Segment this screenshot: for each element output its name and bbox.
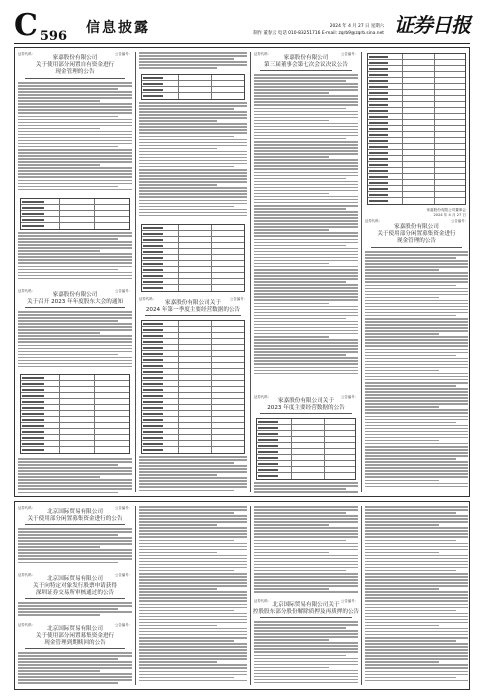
signoff bbox=[426, 208, 466, 217]
stock-code-line: 证券代码： 公告编号： bbox=[18, 52, 132, 56]
notice-company: 家嘉股份有限公司 bbox=[52, 55, 98, 61]
page-code bbox=[14, 10, 67, 42]
data-table bbox=[20, 374, 130, 454]
page-letter: C bbox=[14, 8, 38, 43]
notice-title bbox=[251, 398, 361, 412]
title-rule bbox=[25, 524, 126, 525]
stock-code-line: 证券代码： 公告编号： bbox=[18, 573, 132, 577]
page-number: 596 bbox=[39, 29, 68, 44]
body-text bbox=[254, 482, 358, 496]
notice-company: 北京国际贸易有限公司 bbox=[47, 576, 103, 582]
stock-code-line: 证券代码： 公告编号： bbox=[18, 506, 132, 510]
body-text bbox=[18, 652, 132, 688]
notice-title bbox=[362, 224, 470, 245]
notice-title bbox=[15, 55, 135, 76]
notice-title bbox=[15, 626, 135, 647]
bottom-announcement-panel bbox=[14, 501, 470, 690]
notice-heading: 深圳证券交易所审核通过的公告 bbox=[35, 590, 115, 596]
body-text bbox=[365, 251, 468, 496]
column-3 bbox=[251, 502, 361, 689]
body-text bbox=[18, 528, 132, 568]
notice-title bbox=[15, 509, 135, 523]
notice-title bbox=[15, 576, 135, 597]
title-rule bbox=[260, 413, 352, 414]
body-text bbox=[139, 456, 247, 496]
data-table bbox=[141, 320, 245, 454]
title-rule bbox=[25, 307, 126, 308]
body-text bbox=[18, 311, 132, 371]
notice-heading: 关于使用部分闲置自有资金进行 bbox=[35, 62, 115, 68]
stock-code-line: 证券代码： 公告编号： bbox=[18, 623, 132, 627]
notice-company: 家嘉股份有限公司 bbox=[394, 224, 439, 230]
top-announcement-panel bbox=[14, 47, 470, 497]
notice-heading: 关于使用部分闲置募集资金进行的公告 bbox=[27, 516, 123, 522]
body-text bbox=[254, 621, 358, 688]
title-rule bbox=[25, 648, 126, 649]
editor-line: 制作 董春云 电话 010-83251716 E-mail: zqrb9@zqrb.sina.net bbox=[253, 31, 384, 36]
masthead-logo: 证券日报 bbox=[394, 13, 470, 37]
body-text bbox=[365, 506, 468, 688]
signoff-date: 2024 年 4 月 27 日 bbox=[433, 212, 466, 217]
stock-code-line: 证券代码： 公告编号： bbox=[254, 395, 358, 399]
title-rule bbox=[260, 70, 352, 71]
body-text bbox=[139, 102, 247, 222]
data-table bbox=[367, 53, 466, 205]
notice-company: 北京国际贸易有限公司 bbox=[47, 509, 103, 515]
notice-company: 家嘉股份有限公司关于 bbox=[278, 398, 334, 404]
notice-heading: 关于向特定对象发行股票申请获得 bbox=[33, 583, 117, 589]
body-text bbox=[18, 82, 132, 196]
notice-heading: 2024 年第一季度主要经营数据的公告 bbox=[145, 307, 241, 313]
notice-heading: 现金管理的公告 bbox=[55, 69, 95, 75]
column-2 bbox=[136, 502, 250, 689]
title-rule bbox=[25, 78, 126, 79]
data-table bbox=[141, 224, 245, 292]
notice-title bbox=[251, 602, 361, 616]
notice-title bbox=[136, 300, 250, 314]
body-text bbox=[254, 74, 358, 390]
column-2 bbox=[136, 48, 250, 496]
stock-code-line: 证券代码： 公告编号： bbox=[254, 52, 358, 56]
notice-heading: 关于召开 2023 年年度股东大会的通知 bbox=[26, 299, 124, 305]
notice-company: 家嘉股份有限公司 bbox=[52, 292, 98, 298]
body-text bbox=[18, 458, 132, 496]
title-rule bbox=[25, 598, 126, 599]
page-header bbox=[14, 10, 470, 44]
notice-heading: 关于使用部分闲置募集资金进行 bbox=[377, 231, 456, 237]
title-rule bbox=[371, 247, 463, 248]
notice-company: 家嘉股份有限公司关于 bbox=[165, 300, 221, 306]
stock-code-line: 证券代码： 公告编号： bbox=[139, 297, 247, 301]
body-text bbox=[18, 232, 132, 282]
notice-heading: 2023 年度主要经营数据的公告 bbox=[267, 405, 345, 411]
body-text bbox=[139, 52, 247, 72]
notice-title bbox=[15, 292, 135, 306]
notice-heading: 关于使用部分闲置募集资金进行 bbox=[35, 633, 115, 639]
stock-code-line: 证券代码： 公告编号： bbox=[365, 219, 468, 223]
notice-title bbox=[251, 55, 361, 69]
notice-heading: 现金管理的公告 bbox=[396, 238, 437, 244]
signoff-board: 家嘉股份有限公司董事会 bbox=[426, 208, 466, 212]
title-rule bbox=[260, 617, 352, 618]
notice-company: 北京国际贸易有限公司关于 bbox=[272, 602, 340, 608]
data-table bbox=[20, 198, 130, 230]
body-text bbox=[254, 506, 358, 596]
notice-company: 北京国际贸易有限公司 bbox=[47, 626, 103, 632]
column-1 bbox=[15, 502, 135, 689]
body-text bbox=[18, 602, 132, 620]
section-name: 信息披露 bbox=[86, 20, 150, 36]
column-3 bbox=[251, 48, 361, 496]
column-1 bbox=[15, 48, 135, 496]
title-rule bbox=[145, 315, 241, 316]
column-4 bbox=[362, 48, 470, 496]
stock-code-line: 证券代码： 公告编号： bbox=[254, 599, 358, 603]
data-table bbox=[256, 418, 356, 480]
data-table bbox=[141, 74, 245, 100]
notice-heading: 现金管理到期赎回的公告 bbox=[44, 640, 106, 646]
column-4 bbox=[362, 502, 470, 689]
stock-code-line: 证券代码： 公告编号： bbox=[18, 289, 132, 293]
notice-company: 家嘉股份有限公司 bbox=[283, 55, 329, 61]
body-text bbox=[139, 506, 247, 688]
issue-date: 2024 年 4 月 27 日 星期六 bbox=[329, 24, 384, 29]
notice-heading: 第三届董事会第七次会议决议公告 bbox=[264, 62, 348, 68]
notice-heading: 控股股东部分股份解除质押及再质押的公告 bbox=[252, 609, 360, 615]
